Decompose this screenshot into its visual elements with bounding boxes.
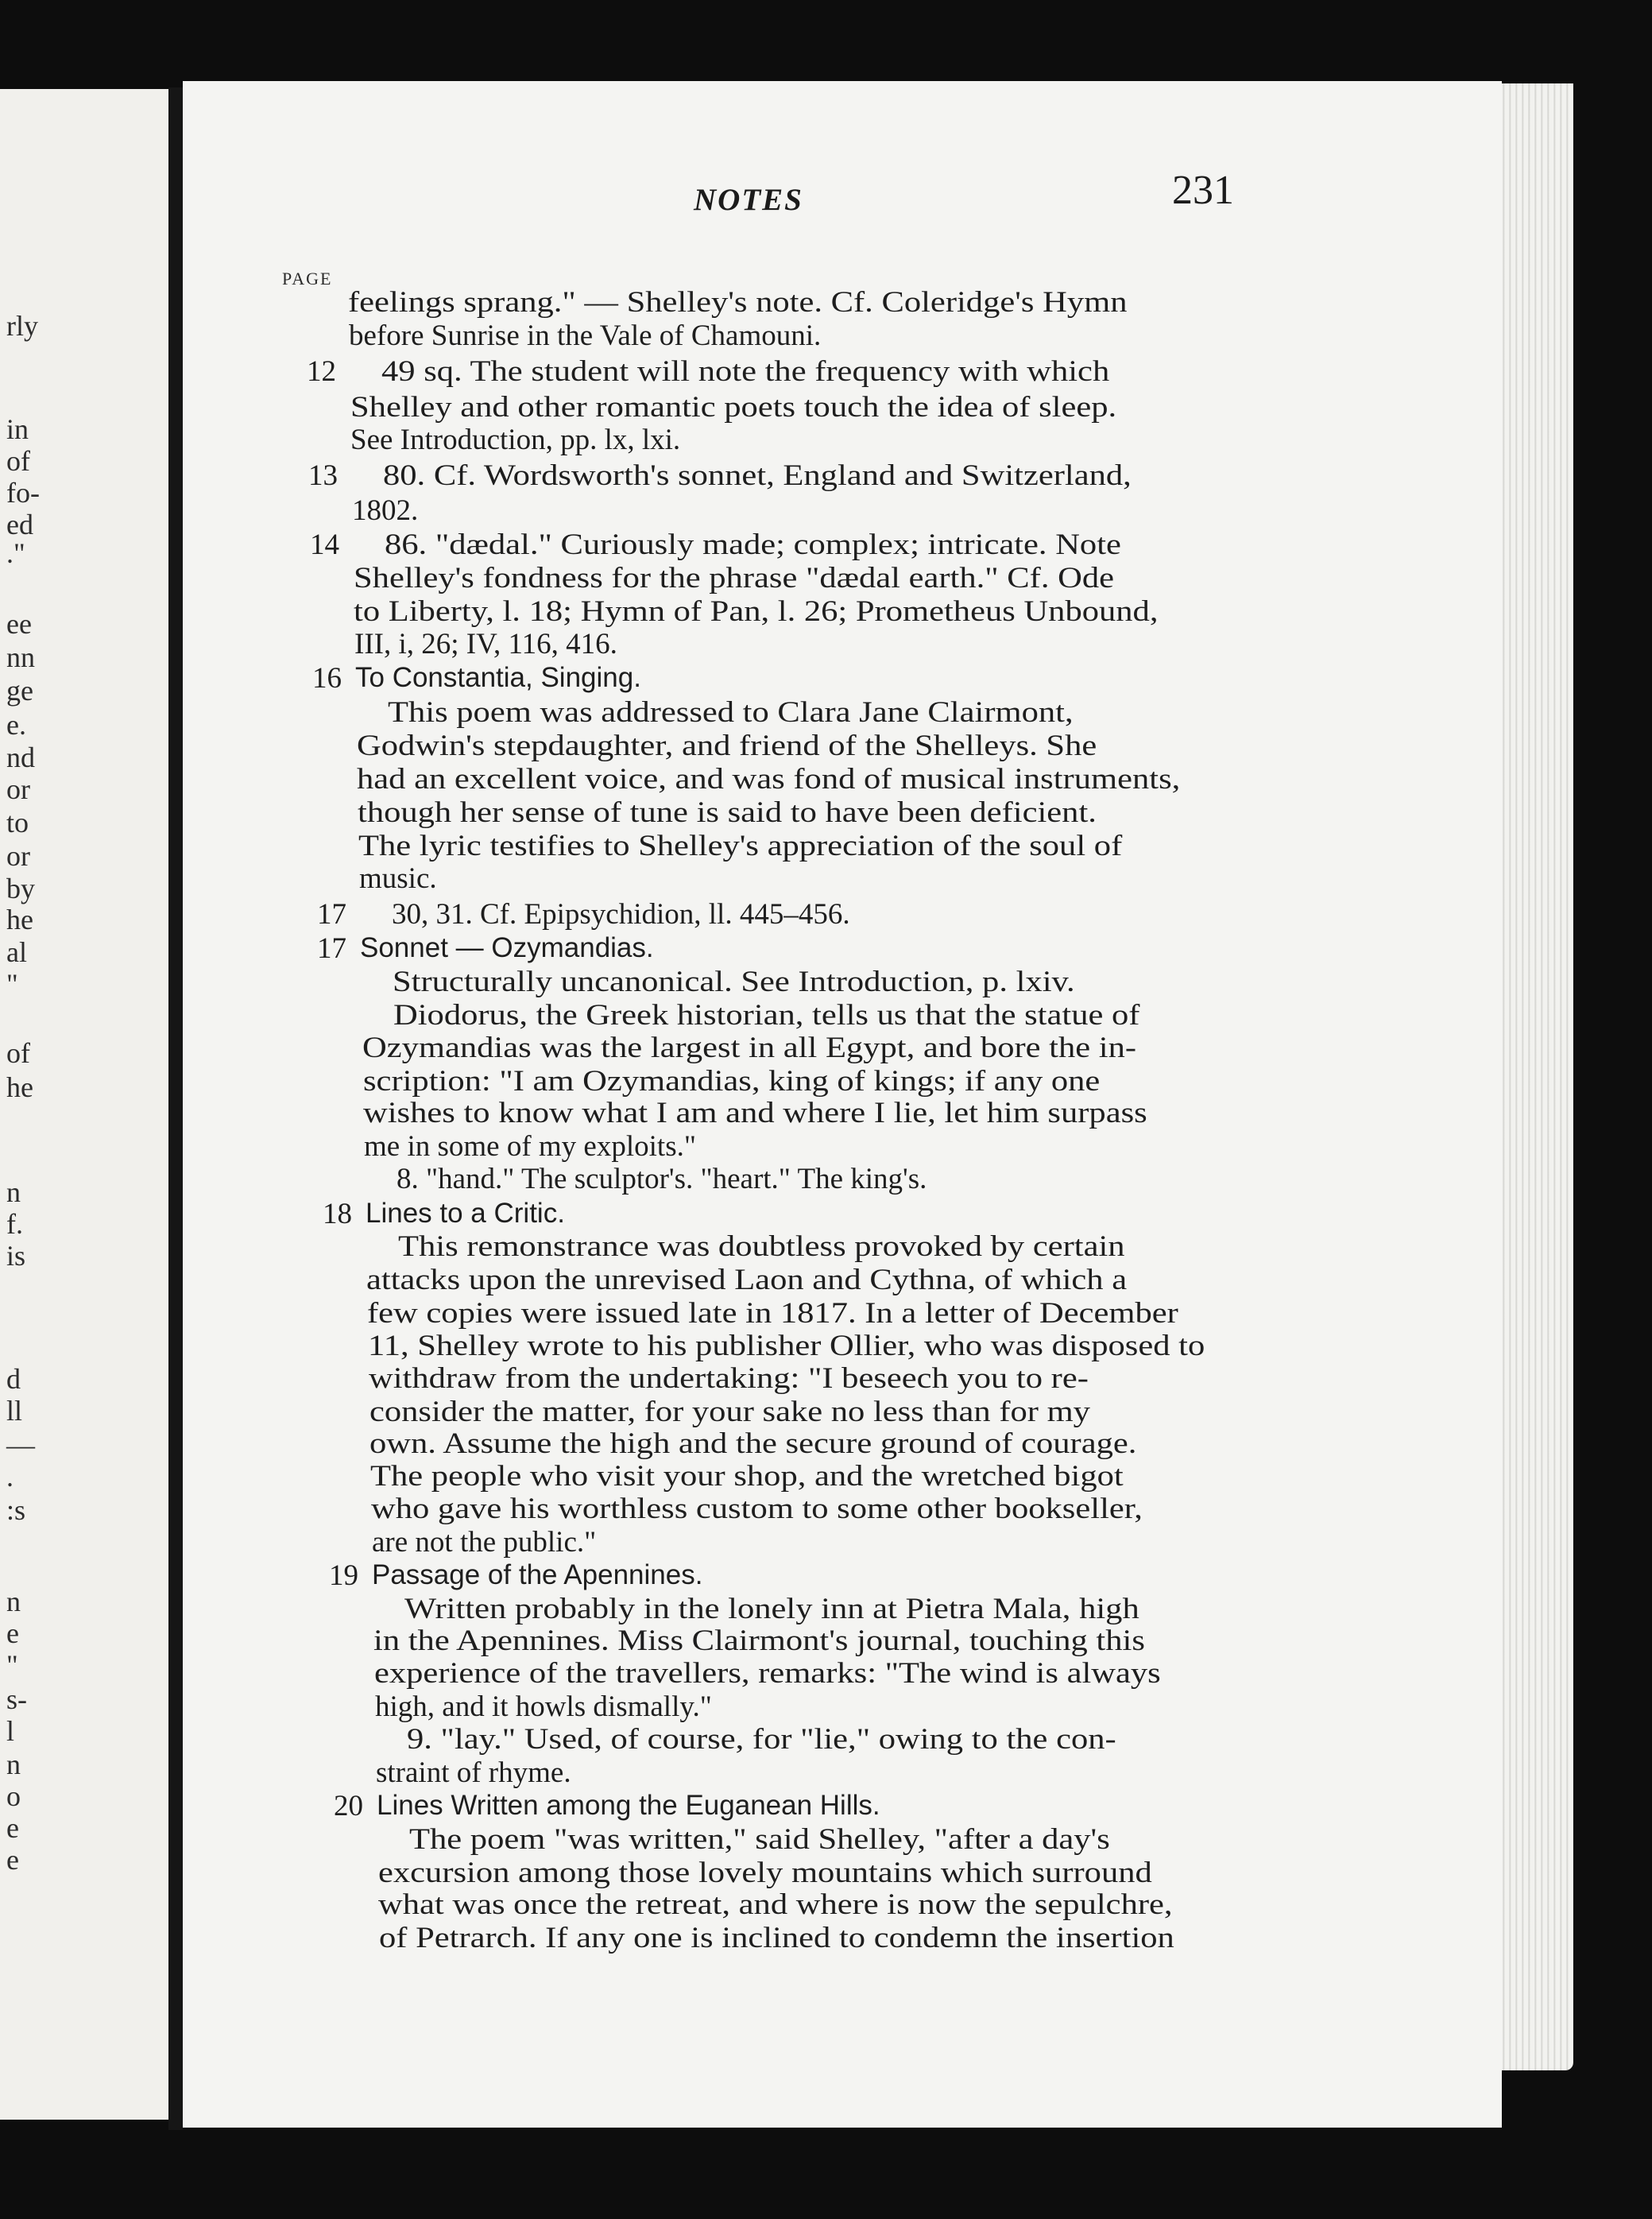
note-line: own. Assume the high and the secure ground of courage. (369, 1427, 1137, 1460)
note-line: 11, Shelley wrote to his publisher Ollier, who was disposed to (368, 1330, 1205, 1362)
note-line: Shelley's fondness for the phrase "dædal earth." Cf. Ode (354, 562, 1115, 594)
page-reference-number: 18 (323, 1198, 352, 1230)
left-fragment: of (6, 1037, 30, 1069)
left-fragment: or (6, 773, 30, 805)
left-fragment: n (6, 1748, 21, 1780)
note-line: music. (359, 862, 437, 895)
running-head: NOTES (694, 183, 803, 217)
left-fragment: is (6, 1240, 26, 1272)
left-fragment: ee (6, 608, 32, 640)
left-fragment: by (6, 873, 35, 904)
note-line: few copies were issued late in 1817. In a letter of December (367, 1297, 1178, 1330)
page-reference-number: 12 (307, 355, 336, 388)
left-fragment: o (6, 1780, 21, 1812)
left-fragment: l (6, 1715, 15, 1747)
left-fragment: or (6, 840, 30, 872)
entry-heading: To Constantia, Singing. (355, 662, 641, 693)
page-reference-number: 14 (310, 529, 339, 561)
note-line: The lyric testifies to Shelley's appreciation of the soul of (358, 830, 1123, 862)
note-line: 9. "lay." Used, of course, for "lie," owing to the con- (407, 1723, 1116, 1756)
entry-heading: Lines to a Critic. (366, 1198, 565, 1229)
page-number: 231 (1172, 168, 1234, 213)
page-reference-number: 19 (329, 1559, 358, 1592)
entry-heading: Lines Written among the Euganean Hills. (377, 1790, 880, 1821)
left-fragment: ge (6, 675, 33, 707)
note-line: consider the matter, for your sake no less than for my (369, 1396, 1090, 1428)
left-fragment: e (6, 1844, 19, 1876)
page-reference-number: 17 (317, 898, 346, 931)
left-fragment: of (6, 445, 30, 477)
left-fragment: e. (6, 709, 26, 741)
left-fragment: nn (6, 641, 35, 673)
page-reference-number: 16 (312, 662, 342, 695)
note-line: Written probably in the lonely inn at Pietra Mala, high (404, 1593, 1139, 1625)
left-fragment: fo- (6, 477, 40, 509)
note-line: experience of the travellers, remarks: "The wind is always (374, 1657, 1161, 1690)
note-line: The people who visit your shop, and the wretched bigot (370, 1460, 1124, 1493)
left-fragment: :s (6, 1494, 26, 1526)
note-line: of Petrarch. If any one is inclined to condemn the insertion (379, 1922, 1174, 1954)
note-line: III, i, 26; IV, 116, 416. (354, 628, 617, 660)
page-reference-number: 20 (334, 1790, 363, 1822)
note-line: are not the public." (372, 1526, 597, 1559)
note-line: Diodorus, the Greek historian, tells us that the statue of (393, 999, 1140, 1032)
note-line: 1802. (352, 494, 419, 527)
left-fragment: " (6, 1649, 18, 1681)
note-line: though her sense of tune is said to have been deficient. (358, 796, 1097, 829)
left-fragment: ed (6, 509, 33, 540)
left-fragment: s- (6, 1683, 27, 1715)
note-line: This poem was addressed to Clara Jane Clairmont, (388, 696, 1074, 729)
left-fragment: ll (6, 1395, 23, 1427)
left-fragment: — (6, 1429, 35, 1461)
note-line: withdraw from the undertaking: "I beseech you to re- (369, 1362, 1089, 1395)
note-line: to Liberty, l. 18; Hymn of Pan, l. 26; Prometheus Unbound, (354, 595, 1159, 628)
note-line: 80. Cf. Wordsworth's sonnet, England and Switzerland, (383, 459, 1132, 492)
note-line: The poem "was written," said Shelley, "after a day's (409, 1823, 1110, 1856)
note-line: who gave his worthless custom to some other bookseller, (371, 1493, 1143, 1525)
note-line: scription: "I am Ozymandias, king of kings; if any one (363, 1065, 1101, 1098)
page-reference-number: 13 (308, 459, 338, 492)
page-reference-number: 17 (317, 932, 346, 965)
note-line: See Introduction, pp. lx, lxi. (350, 424, 681, 456)
note-line: feelings sprang." — Shelley's note. Cf. Coleridge's Hymn (348, 286, 1128, 319)
entry-heading: Passage of the Apennines. (372, 1559, 703, 1590)
left-fragment: d (6, 1363, 21, 1395)
note-line: This remonstrance was doubtless provoked by certain (398, 1230, 1125, 1263)
left-fragment: ." (6, 537, 25, 569)
note-line: had an excellent voice, and was fond of musical instruments, (357, 763, 1181, 796)
note-line: me in some of my exploits." (364, 1130, 696, 1163)
left-fragment: f. (6, 1208, 23, 1240)
note-line: 30, 31. Cf. Epipsychidion, ll. 445–456. (392, 898, 850, 931)
left-fragment: he (6, 904, 33, 935)
note-line: attacks upon the unrevised Laon and Cythna, of which a (366, 1264, 1128, 1296)
page-column-label: PAGE (282, 269, 333, 289)
left-fragment: rly (6, 310, 38, 342)
note-line: straint of rhyme. (376, 1756, 571, 1789)
left-fragment: . (6, 1461, 14, 1493)
note-line: 8. "hand." The sculptor's. "heart." The king's. (397, 1163, 927, 1195)
book-page (183, 81, 1502, 2128)
left-fragment: nd (6, 742, 35, 773)
left-fragment: e (6, 1617, 19, 1649)
note-line: excursion among those lovely mountains which surround (378, 1857, 1152, 1889)
left-fragment: n (6, 1586, 21, 1617)
note-line: Shelley and other romantic poets touch the idea of sleep. (350, 391, 1117, 424)
note-line: Godwin's stepdaughter, and friend of the Shelleys. She (357, 730, 1097, 762)
note-line: 86. "dædal." Curiously made; complex; intricate. Note (385, 529, 1121, 561)
left-fragment: e (6, 1812, 19, 1844)
note-line: in the Apennines. Miss Clairmont's journal, touching this (373, 1625, 1145, 1657)
note-line: Structurally uncanonical. See Introduction, p. lxiv. (393, 966, 1075, 998)
left-fragment: " (6, 968, 18, 1000)
book-gutter (168, 87, 183, 2130)
left-page-margin (0, 89, 168, 2120)
note-line: Ozymandias was the largest in all Egypt, and bore the in- (362, 1032, 1137, 1064)
left-fragment: to (6, 807, 29, 838)
left-fragment: he (6, 1071, 33, 1103)
left-fragment: in (6, 413, 29, 445)
note-line: before Sunrise in the Vale of Chamouni. (349, 319, 822, 352)
note-line: what was once the retreat, and where is now the sepulchre, (378, 1888, 1173, 1921)
entry-heading: Sonnet — Ozymandias. (360, 932, 654, 963)
left-fragment: al (6, 936, 27, 968)
note-line: 49 sq. The student will note the frequency with which (381, 355, 1110, 388)
note-line: high, and it howls dismally." (375, 1690, 712, 1723)
left-fragment: n (6, 1176, 21, 1208)
note-line: wishes to know what I am and where I lie, let him surpass (363, 1097, 1147, 1129)
